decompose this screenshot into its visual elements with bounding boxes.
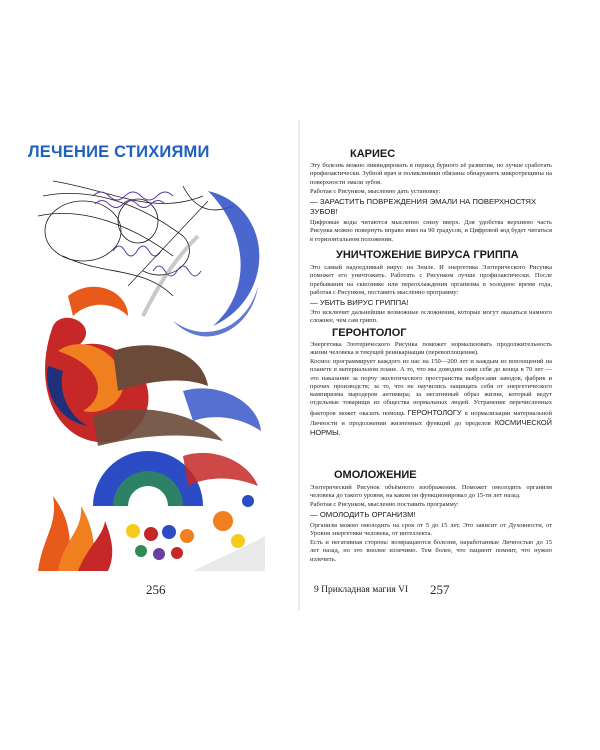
section-heading-gerontologist: ГЕРОНТОЛОГ [332, 327, 407, 339]
paragraph [310, 358, 552, 439]
paragraph: Это самый надоедливый вирус на Земле. И энергетика Эзотерического Рисунка поможет его уничтожить. Работать с Рисунком лучше профилактически. После пребывания на сквозняке или переохлаждения организма в холодное время года, работая с Рисунком, поставить мысленно программу: [310, 264, 552, 296]
page-number-left: 256 [146, 582, 166, 597]
scribble-lines [38, 181, 233, 296]
orange-arc [68, 287, 128, 316]
illustration-svg [33, 176, 267, 576]
page-number-right: 257 [430, 582, 450, 597]
paragraph: Энергетика Эзотерического Рисунка поможет нормализовать продолжительность жизни человека и текущей реинкарнации (перевоплощения). [310, 341, 552, 357]
esoteric-illustration [33, 176, 267, 576]
paragraph: Это исключит дальнейшие возможные осложнения, которые могут оказаться намного сложнее, чем сам грипп. [310, 309, 552, 325]
inline-term: ГЕРОНТОЛОГУ [407, 407, 462, 417]
bottom-swoosh [193, 536, 265, 571]
paragraph: Эту болезнь можно ликвидировать в период бурного её развития, но лучше сработать профилактически. Зубной врач и поликлиники обязаны обнаружить микротрещины на поверхности эмали зубов. [310, 162, 552, 186]
paragraph-text: Космос программирует каждого из нас на 150—200 лет и каждым из воплощений на планете в материальном плане. А то, что мы доводим сами себя до конца в 70 лет — это наказание за порчу экологического пространства выбросами заводов, фабрик и прочих производств; за то, что не научились защищать себя от энергетического вампиризма мародеров антимира; за негативный образ жизни, который ведут отдельные товарищи из общества нормальных людей. Устранение перечисленных факторов может оказать помощь [310, 358, 552, 417]
program-command: — ЗАРАСТИТЬ ПОВРЕЖДЕНИЯ ЭМАЛИ НА ПОВЕРХНОСТЯХ ЗУБОВ! [310, 197, 537, 216]
paragraph: Работая с Рисунком, мысленно поставить программу: [310, 501, 459, 508]
paragraph: Цифровые коды читаются мысленно снизу вверх. Для удобства верхнюю часть Рисунка можно повернуть вправо вниз на 90 градусов, и Цифровой код будет читаться в горизонтальном положении. [310, 219, 552, 243]
program-command: — ОМОЛОДИТЬ ОРГАНИЗМ! [310, 510, 416, 519]
paragraph: Организм можно омолодить на срок от 5 до 15 лет. Это зависит от Духовности, от Уровня энергетики человека, от интеллекта. [310, 522, 552, 538]
paragraph-tail: в нормализации материальной Личности и продолжении жизненных функций до пределов [310, 409, 553, 428]
section-heading-rejuvenation: ОМОЛОЖЕНИЕ [334, 469, 417, 481]
running-footer: 9 Прикладная магия VI [314, 585, 409, 595]
program-command: — УБИТЬ ВИРУС ГРИППА! [310, 298, 409, 307]
red-fin [183, 453, 258, 486]
right-page [300, 0, 600, 750]
section-heading-caries: КАРИЕС [350, 148, 396, 160]
paragraph: Работая с Рисунком, мысленно дать установку: [310, 188, 441, 195]
program-command: КОСМИЧЕСКОЙ НОРМЫ. [310, 418, 552, 438]
paragraph: Есть и негативная сторона: возвращаются болезни, наработанные Личностью до 15 лет назад, но это вполне излечимо. Тем более, что пациент помнит, что нужно излечить. [310, 539, 552, 563]
section-heading-flu: УНИЧТОЖЕНИЕ ВИРУСА ГРИППА [336, 249, 519, 261]
paragraph: Эзотерический Рисунок объёмного изображения. Поможет омолодить организм человека до такого уровня, на каком он функционировал до 15-ти лет назад. [310, 484, 552, 500]
brown-feather [113, 345, 208, 391]
chapter-title: ЛЕЧЕНИЕ СТИХИЯМИ [28, 143, 210, 161]
